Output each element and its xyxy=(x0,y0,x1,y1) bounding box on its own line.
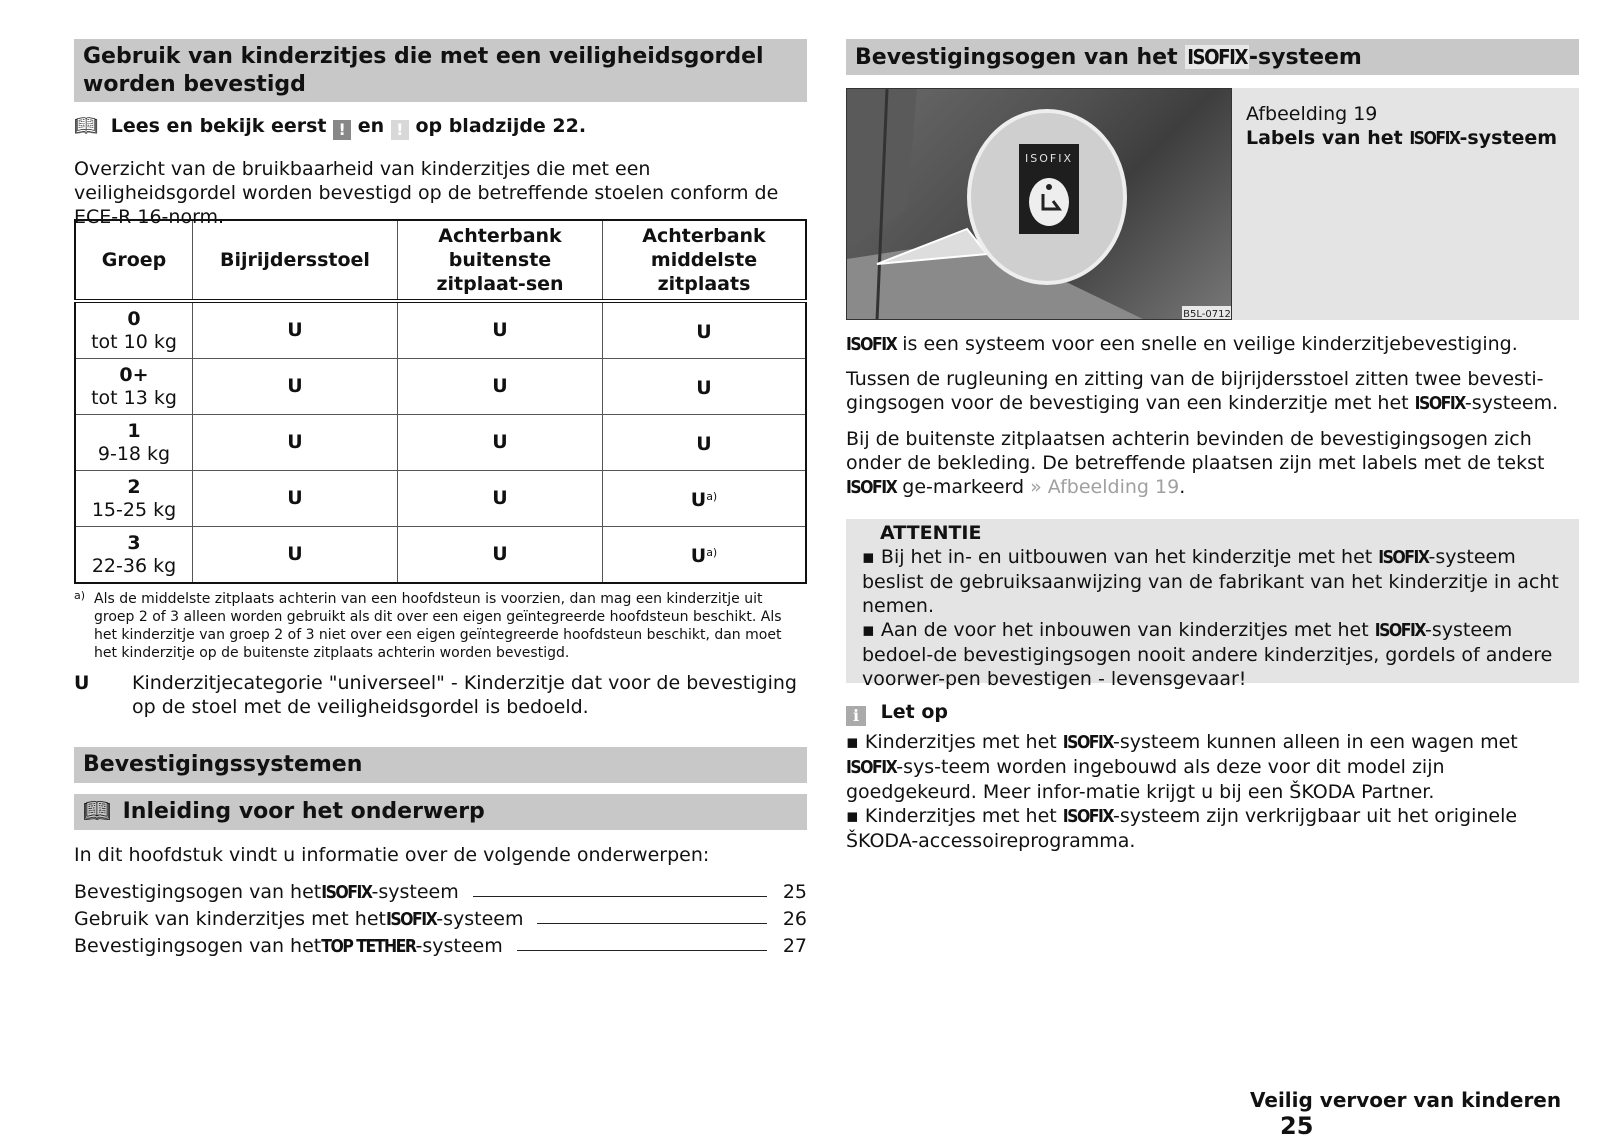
child-seat-table xyxy=(74,219,807,584)
footnote-ref: a) xyxy=(706,490,718,503)
passenger-seat-cell: U xyxy=(193,301,398,359)
isofix-label-illustration xyxy=(847,89,1232,320)
toc-entry[interactable]: Gebruik van kinderzitjes met het ISOFIX -systeem 26 xyxy=(74,908,807,930)
col-header-rear-middle: Achterbank middelste zitplaats xyxy=(603,220,807,301)
rear-outer-seat-cell: U xyxy=(398,471,603,527)
isofix-logo: ISOFIX xyxy=(1378,548,1429,568)
page-22-link[interactable]: op bladzijde 22. xyxy=(415,115,587,137)
isofix-logo: ISOFIX xyxy=(846,478,897,498)
rear-outer-seat-cell: U xyxy=(398,359,603,415)
table-row xyxy=(75,301,806,359)
toc-leader xyxy=(473,896,767,897)
isofix-logo: ISOFIX xyxy=(846,335,897,355)
attention-box xyxy=(846,519,1579,690)
rear-seat-paragraph: Bij de buitenste zitplaatsen achterin bevinden de bevestigingsogen zich onder de bekleding. De betreffende plaatsen zijn met labels met de tekst ISOFIX ge-markeerd » Afbeelding 19. xyxy=(846,428,1545,498)
rear-middle-seat-cell: U xyxy=(603,359,807,415)
footnote-ref: a) xyxy=(706,546,718,559)
note-item: ▪ Kinderzitjes met het ISOFIX-systeem kunnen alleen in een wagen met ISOFIX-sys-teem worden ingebouwd als deze voor dit model zijn goedgekeurd. Meer infor-matie krijgt u bij een ŠKODA Partner. xyxy=(846,730,1579,804)
note-title: Let op xyxy=(880,701,948,723)
isofix-definition: ISOFIX is een systeem voor een snelle en veilige kinderzitjebevestiging. xyxy=(846,333,1518,355)
passenger-seat-cell: U xyxy=(193,359,398,415)
book-icon: 📖︎ xyxy=(74,115,99,137)
rear-outer-seat-cell: U xyxy=(398,527,603,584)
brand-logo: TOP TETHER xyxy=(321,937,416,957)
section-heading-introduction: 📖︎ Inleiding voor het onderwerp xyxy=(74,794,807,830)
table-row xyxy=(75,415,806,471)
section-heading-isofix: Bevestigingsogen van het ISOFIX-systeem xyxy=(846,39,1579,75)
brand-logo: ISOFIX xyxy=(321,883,372,903)
section-heading-seatbelt: Gebruik van kinderzitjes die met een veiligheidsgordel worden bevestigd xyxy=(74,39,807,102)
rear-middle-seat-cell: U$^{a)}$ xyxy=(603,527,807,584)
footnote: a) Als de middelste zitplaats achterin van een hoofdsteun is voorzien, dan mag een kinderzitje uit groep 2 of 3 alleen worden gebruikt als dit over een eigen geïntegreerde hoofdsteun beschikt. Als het kinderzitje van groep 2 of 3 niet over een eigen geïntegreerde hoofdsteun beschikt, dan moet het kinderzitje op de buitenste zitplaats achterin worden bevestigd. xyxy=(74,589,782,661)
chapter-title: Veilig vervoer van kinderen xyxy=(1250,1088,1562,1112)
toc-page: 27 xyxy=(782,935,807,957)
isofix-label-text: ISOFIX xyxy=(1025,152,1073,165)
toc-entry[interactable]: Bevestigingsogen van het TOP TETHER -systeem 27 xyxy=(74,935,807,957)
group-cell: 0 tot 10 kg xyxy=(75,301,193,359)
isofix-logo: ISOFIX xyxy=(1062,733,1114,753)
rear-middle-seat-cell: U xyxy=(603,301,807,359)
attention-item: ▪ Bij het in- en uitbouwen van het kinderzitje met het ISOFIX-systeem beslist de gebruiksaanwijzing van de fabrikant van het kinderzitje in acht nemen. xyxy=(862,545,1563,618)
note-box xyxy=(846,700,1579,853)
warning-icon: ! xyxy=(333,120,351,140)
book-icon: 📖︎ xyxy=(83,799,111,824)
rear-middle-seat-cell: U$^{a)}$ xyxy=(603,471,807,527)
toc-page: 26 xyxy=(782,908,807,930)
table-row xyxy=(75,471,806,527)
group-cell: 2 15-25 kg xyxy=(75,471,193,527)
toc-leader xyxy=(537,923,766,924)
passenger-seat-cell: U xyxy=(193,415,398,471)
toc-leader xyxy=(517,950,767,951)
isofix-logo: ISOFIX xyxy=(1187,45,1247,69)
passenger-seat-cell: U xyxy=(193,527,398,584)
isofix-logo: ISOFIX xyxy=(1062,807,1114,827)
table-header-row xyxy=(75,220,806,301)
figure-19-image xyxy=(846,88,1232,320)
isofix-logo: ISOFIX xyxy=(1374,621,1425,641)
brand-logo: ISOFIX xyxy=(385,910,437,930)
attention-item: ▪ Aan de voor het inbouwen van kinderzitjes met het ISOFIX-systeem bedoel-de bevestigingsogen nooit andere kinderzitjes, gordels of andere voorwer-pen bevestigen - levensgevaar! xyxy=(862,618,1563,691)
info-icon: i xyxy=(846,706,866,726)
group-cell: 3 22-36 kg xyxy=(75,527,193,584)
caution-icon: ! xyxy=(391,120,409,140)
col-header-group: Groep xyxy=(75,220,193,301)
page-footer xyxy=(1250,1088,1615,1140)
attention-title: ATTENTIE xyxy=(880,522,982,544)
table-row xyxy=(75,527,806,584)
col-header-passenger: Bijrijdersstoel xyxy=(193,220,398,301)
note-item: ▪ Kinderzitjes met het ISOFIX-systeem zijn verkrijgbaar uit het originele ŠKODA-accessoireprogramma. xyxy=(846,804,1579,853)
page-number: 25 xyxy=(1280,1112,1314,1140)
toc-page: 25 xyxy=(782,881,807,903)
isofix-logo: ISOFIX xyxy=(846,758,897,778)
rear-outer-seat-cell: U xyxy=(398,415,603,471)
passenger-seat-paragraph: Tussen de rugleuning en zitting van de bijrijdersstoel zitten twee bevesti-gingsogen voor de bevestiging van een kinderzitje met het ISOFIX-systeem. xyxy=(846,368,1559,414)
read-first-note: 📖︎ Lees en bekijk eerst ! en ! op bladzijde 22. xyxy=(74,115,587,139)
toc-entry[interactable]: Bevestigingsogen van het ISOFIX -systeem 25 xyxy=(74,881,807,903)
figure-19-link[interactable]: » Afbeelding 19 xyxy=(1030,476,1180,498)
table-row xyxy=(75,359,806,415)
group-cell: 1 9-18 kg xyxy=(75,415,193,471)
rear-middle-seat-cell: U xyxy=(603,415,807,471)
topics-intro: In dit hoofdstuk vindt u informatie over de volgende onderwerpen: xyxy=(74,844,710,866)
section-heading-fastening-systems: Bevestigingssystemen xyxy=(74,747,807,783)
col-header-rear-outer: Achterbank buitenste zitplaat-sen xyxy=(398,220,603,301)
isofix-logo: ISOFIX xyxy=(1414,394,1465,414)
isofix-logo: ISOFIX xyxy=(1409,129,1460,149)
figure-caption: Afbeelding 19 Labels van het ISOFIX-systeem xyxy=(1246,103,1558,149)
intro-paragraph: Overzicht van de bruikbaarheid van kinderzitjes die met een veiligheidsgordel worden bevestigd op de betreffende stoelen conform de ECE-R 16-norm. xyxy=(74,158,779,228)
group-cell: 0+ tot 13 kg xyxy=(75,359,193,415)
legend-u: U Kinderzitjecategorie "universeel" - Kinderzitje dat voor de bevestiging op de stoel met de veiligheidsgordel is bedoeld. xyxy=(74,672,797,718)
figure-code: B5L-0712 xyxy=(1183,309,1231,320)
rear-outer-seat-cell: U xyxy=(398,301,603,359)
passenger-seat-cell: U xyxy=(193,471,398,527)
